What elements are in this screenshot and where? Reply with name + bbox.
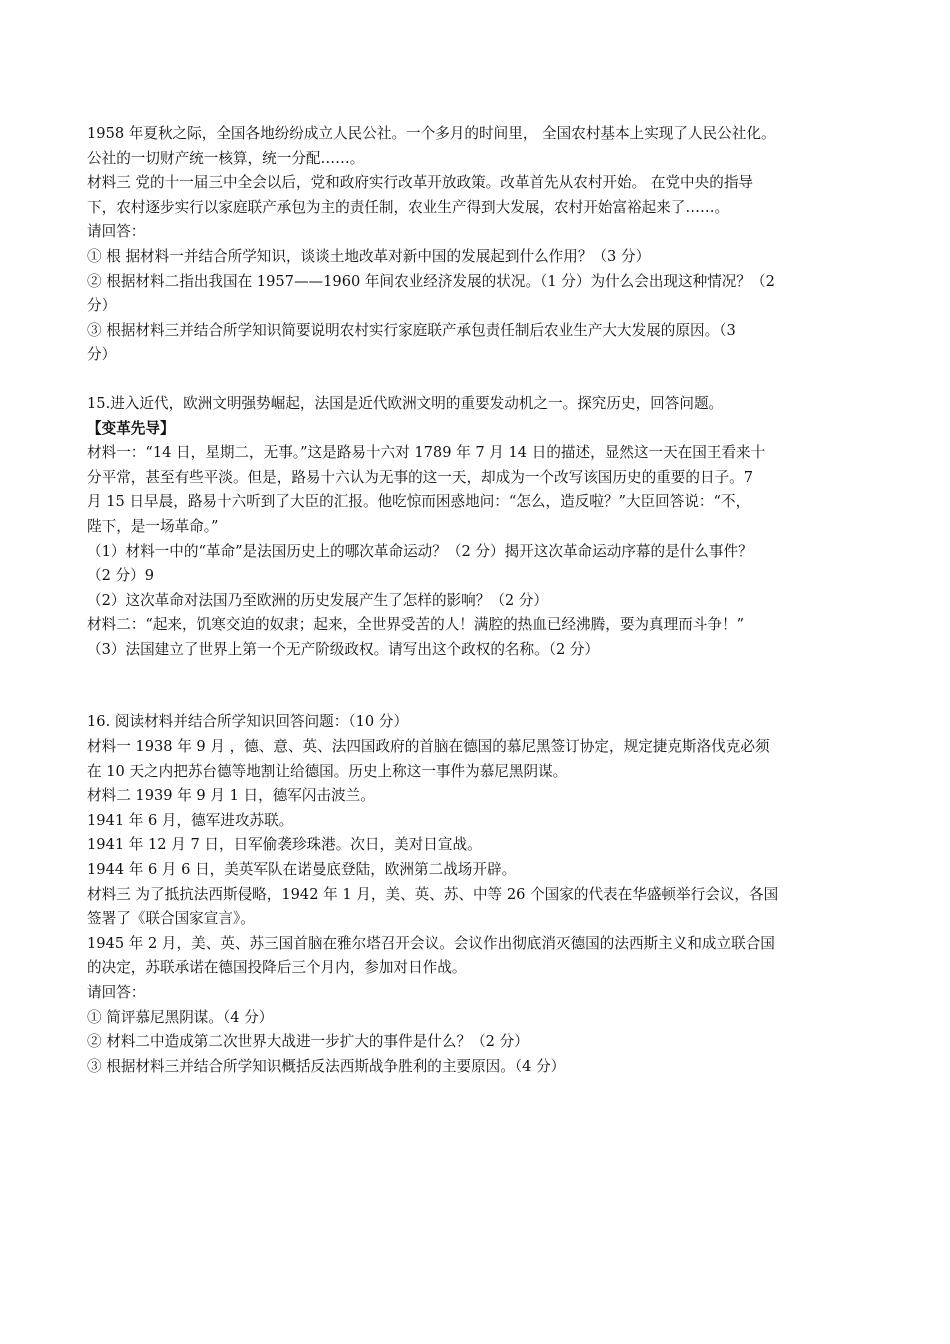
text-line: 1941 年 6 月，德军进攻苏联。 [87, 811, 294, 829]
question-15 [87, 392, 877, 663]
text-line: 的决定，苏联承诺在德国投降后三个月内，参加对日作战。 [87, 959, 467, 977]
text-line: （2 分）9 [87, 567, 154, 585]
section-heading: 【变革先导】 [87, 419, 175, 437]
sub-question-3: （3）法国建立了世界上第一个无产阶级政权。请写出这个政权的名称。（2 分） [87, 640, 600, 658]
material-2-line: 材料二 1939 年 9 月 1 日，德军闪击波兰。 [87, 787, 375, 805]
text-line: 月 15 日早晨，路易十六听到了大臣的汇报。他吃惊而困惑地问：“怎么，造反啦？”大臣回答说：“不， [87, 493, 751, 511]
question-15-title: 15.进入近代，欧洲文明强势崛起，法国是近代欧洲文明的重要发动机之一。探究历史，回答问题。 [87, 394, 724, 412]
question-16-title: 16. 阅读材料并结合所学知识回答问题：（10 分） [87, 713, 409, 731]
sub-question-1: ① 根 据材料一并结合所学知识，谈谈土地改革对新中国的发展起到什么作用？（3 分） [87, 247, 651, 265]
text-line: 1941 年 12 月 7 日，日军偷袭珍珠港。次日，美对日宣战。 [87, 836, 482, 854]
sub-question-3: ③ 根据材料三并结合所学知识概括反法西斯战争胜利的主要原因。（4 分） [87, 1057, 566, 1075]
text-line: 1945 年 2 月，美、英、苏三国首脑在雅尔塔召开会议。会议作出彻底消灭德国的法西斯主义和成立联合国 [87, 934, 775, 952]
text-line: 分） [87, 297, 117, 315]
material-1-line: 材料一 1938 年 9 月 ，德、意、英、法四国政府的首脑在德国的慕尼黑签订协定，规定捷克斯洛伐克必须 [87, 738, 770, 756]
sub-question-1: （1）材料一中的“革命”是法国历史上的哪次革命运动？（2 分）揭开这次革命运动序幕的是什么事件？ [87, 542, 753, 560]
text-line: 分平常，甚至有些平淡。但是，路易十六认为无事的这一天，却成为一个改写该国历史的重要的日子。7 [87, 468, 754, 486]
material-3-line: 材料三 为了抵抗法西斯侵略，1942 年 1 月，美、英、苏、中等 26 个国家的代表在华盛顿举行会议，各国 [87, 885, 779, 903]
question-14-continued [87, 122, 877, 368]
document-page [87, 122, 877, 1079]
prompt-line: 请回答： [87, 223, 146, 241]
text-line: 下，农村逐步实行以家庭联产承包为主的责任制，农业生产得到大发展，农村开始富裕起来了……。 [87, 198, 730, 216]
material-3-line: 材料三 党的十一届三中全会以后，党和政府实行改革开放政策。改革首先从农村开始。 在党中央的指导 [87, 174, 754, 192]
sub-question-2: （2）这次革命对法国乃至欧洲的历史发展产生了怎样的影响？（2 分） [87, 591, 549, 609]
text-line: 在 10 天之内把苏台德等地割让给德国。历史上称这一事件为慕尼黑阴谋。 [87, 762, 568, 780]
sub-question-2: ② 根据材料二指出我国在 1957——1960 年间农业经济发展的状况。（1 分）为什么会出现这种情况？（2 [87, 272, 775, 290]
text-line: 分） [87, 346, 117, 364]
prompt-line: 请回答： [87, 984, 146, 1001]
text-line: 公社的一切财产统一核算，统一分配……。 [87, 149, 365, 167]
text-line: 签署了《联合国家宣言》。 [87, 910, 255, 928]
material-1-line: 材料一：“14 日，星期二，无事。”这是路易十六对 1789 年 7 月 14 日的描述，显然这一天在国王看来十 [87, 444, 766, 462]
sub-question-1: ① 简评慕尼黑阴谋。（4 分） [87, 1008, 274, 1026]
sub-question-3: ③ 根据材料三并结合所学知识简要说明农村实行家庭联产承包责任制后农业生产大大发展的原因。（3 [87, 321, 736, 339]
question-16 [87, 710, 877, 1079]
sub-question-2: ② 材料二中造成第二次世界大战进一步扩大的事件是什么？（2 分） [87, 1033, 529, 1051]
material-2-line: 材料二：“起来，饥寒交迫的奴隶；起来，全世界受苦的人！满腔的热血已经沸腾，要为真理而斗争！” [87, 616, 745, 634]
text-line: 1958 年夏秋之际，全国各地纷纷成立人民公社。一个多月的时间里， 全国农村基本上实现了人民公社化。 [87, 125, 776, 142]
text-line: 陛下，是一场革命。” [87, 517, 219, 535]
text-line: 1944 年 6 月 6 日，美英军队在诺曼底登陆，欧洲第二战场开辟。 [87, 861, 517, 879]
